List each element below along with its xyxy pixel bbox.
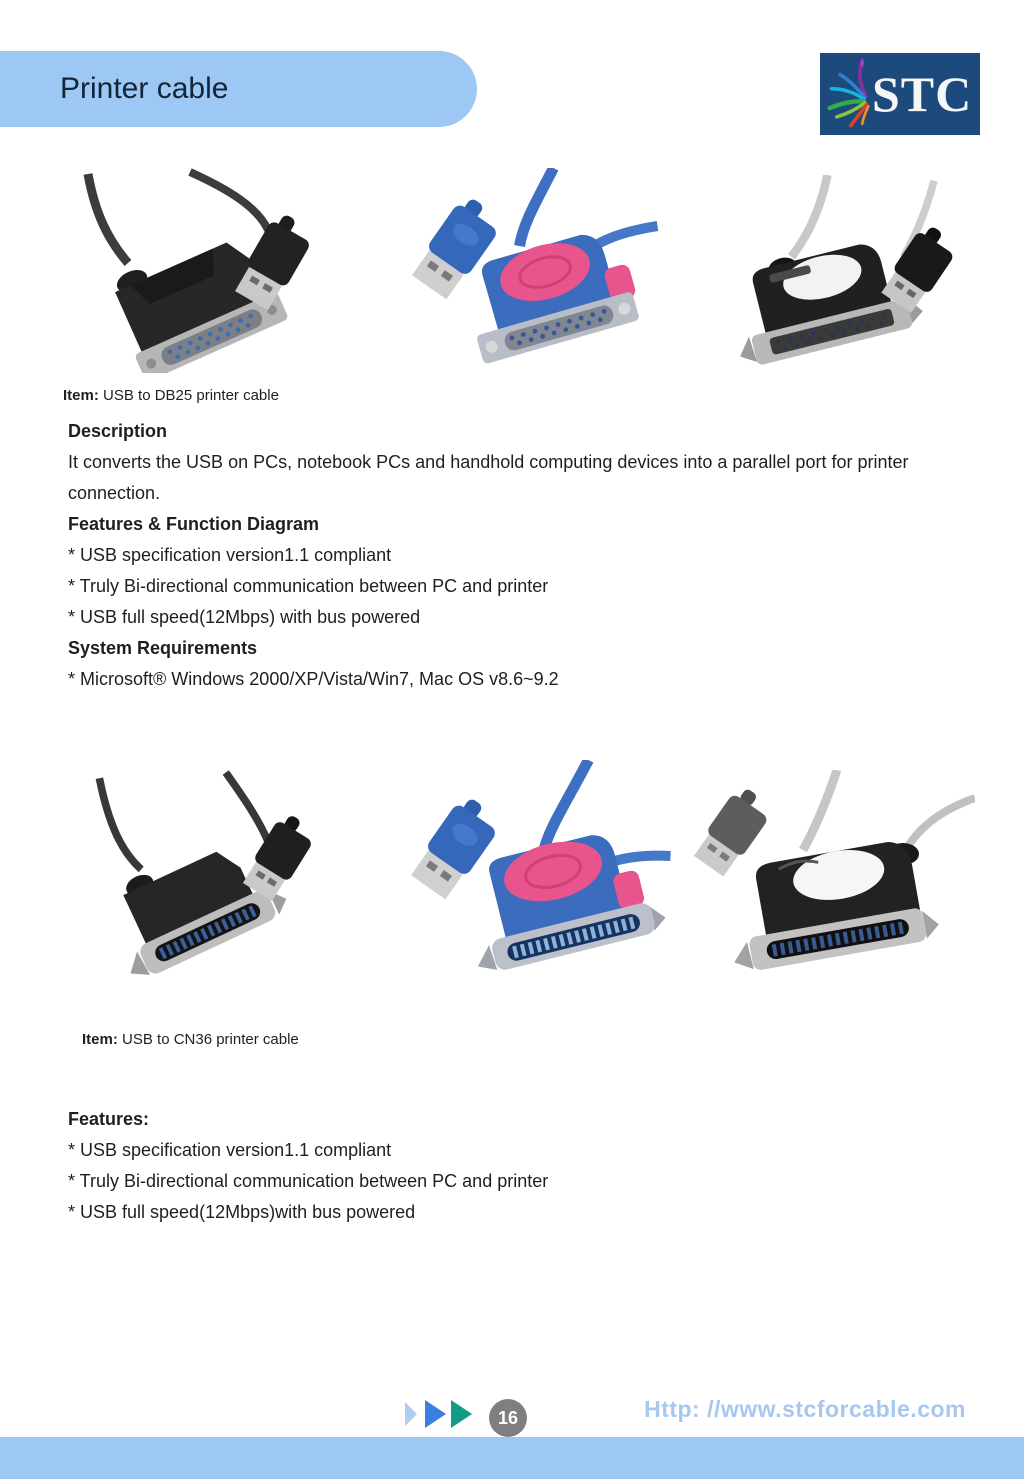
- bottom-bar: [0, 1437, 1024, 1479]
- usb-to-db25-black-cable-photo: [40, 168, 340, 373]
- footer-arrows-icon: [404, 1399, 476, 1431]
- cn36-text-block: [68, 1104, 548, 1228]
- item-value: USB to DB25 printer cable: [98, 387, 279, 404]
- usb-to-cn36-black-adapter-photo: [665, 770, 975, 975]
- header-bar: [0, 51, 477, 127]
- page-title: Printer cable: [60, 72, 229, 105]
- stc-logo: [820, 53, 980, 135]
- logo-text: STC: [872, 66, 973, 122]
- description-heading: Description: [68, 421, 168, 441]
- usb-to-db25-blue-pink-cable-photo: [355, 168, 660, 373]
- logo-spray-icon: [824, 57, 874, 131]
- description-text: It converts the USB on PCs, notebook PCs and handhold computing devices into a parallel port for printer connection.: [68, 452, 909, 503]
- system-requirements-heading: System Requirements: [68, 638, 258, 658]
- item-value: USB to CN36 printer cable: [117, 1031, 299, 1048]
- item-line-db25: [63, 387, 279, 404]
- item-label: Item:: [82, 1031, 118, 1048]
- item-label: Item:: [63, 387, 99, 404]
- db25-text-block: [68, 416, 936, 695]
- feature-item: * USB full speed(12Mbps) with bus powered: [68, 607, 421, 627]
- page-number-badge: [489, 1399, 527, 1437]
- features-diagram-heading: Features & Function Diagram: [68, 514, 320, 534]
- page-number: 16: [497, 1407, 519, 1428]
- website-link[interactable]: Http: //www.stcforcable.com: [644, 1396, 966, 1422]
- feature-item: * USB full speed(12Mbps)with bus powered: [68, 1202, 416, 1222]
- usb-to-cn36-black-cable-photo: [50, 765, 335, 990]
- feature-item: * USB specification version1.1 compliant: [68, 1140, 392, 1160]
- feature-item: * USB specification version1.1 compliant: [68, 545, 392, 565]
- requirement-item: * Microsoft® Windows 2000/XP/Vista/Win7, Mac OS v8.6~9.2: [68, 669, 559, 689]
- feature-item: * Truly Bi-directional communication between PC and printer: [68, 1171, 549, 1191]
- usb-to-db25-black-adapter-photo: [675, 175, 980, 370]
- feature-item: * Truly Bi-directional communication between PC and printer: [68, 576, 549, 596]
- usb-to-cn36-blue-pink-cable-photo: [348, 760, 673, 990]
- features-heading: Features:: [68, 1109, 150, 1129]
- item-line-cn36: [82, 1031, 299, 1048]
